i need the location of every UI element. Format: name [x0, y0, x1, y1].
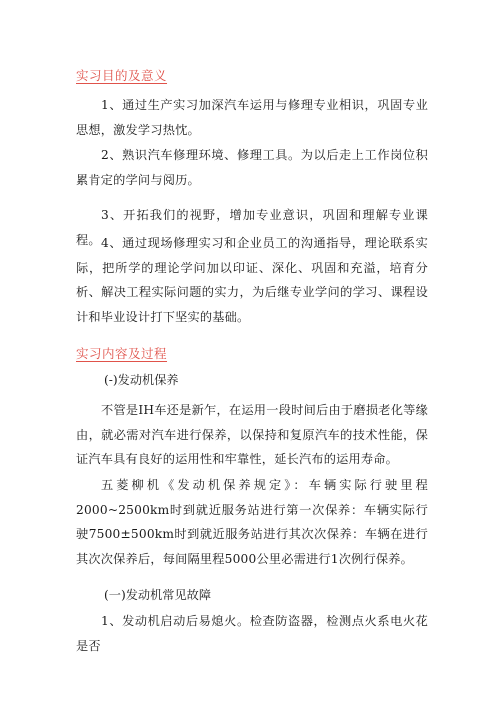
paragraph-maintenance-1: 不管是IH车还是新乍，在运用一段时间后由于磨损老化等缘由，就必需对汽车进行保养，以保持和复原汽车的技术性能，保证汽车具有良好的运用性和牢靠性，延长汽布的运用寿命。 — [76, 403, 428, 467]
paragraph-purpose-2: 2、熟识汽车修理环境、修理工具。为以后走上工作岗位积累肯定的学问与阅历。 — [76, 148, 428, 187]
paragraph-purpose-3: 3、开拓我们的视野，增加专业意识，巩固和理解专业课程。 — [76, 208, 428, 247]
subsection-title-engine-maintenance: (-)发动机保养 — [104, 373, 179, 387]
paragraph-faults-1: 1、发动机启动后易熄火。检查防盗器，检测点火系电火花是否 — [76, 614, 428, 653]
section-heading-content: 实习内容及过程 — [76, 346, 168, 361]
section-heading-purpose: 实习目的及意义 — [76, 68, 168, 83]
subsection-title-engine-faults: (一)发动机常见故障 — [104, 588, 212, 602]
paragraph-purpose-1: 1、通过生产实习加深汽车运用与修理专业相识，巩固专业思想，激发学习热忱。 — [76, 98, 428, 137]
paragraph-purpose-4: 4、通过现场修理实习和企业员工的沟通指导，理论联系实际，把所学的理论学问加以印证、深化、巩固和充溢，培育分析、解决工程实际问题的实力，为后继专业学问的学习、课程设计和毕业设计打下坚实的基础。 — [76, 236, 428, 324]
paragraph-maintenance-2: 五菱柳机《发动机保养规定》：车辆实际行驶里程2000~2500km时到就近服务站进行第一次保养：车辆实际行驶7500±500km时到就近服务站进行其次次保养：车辆在进行其次次保养后，每间隔里程5000公里必需进行1次例行保养。 — [76, 478, 428, 566]
